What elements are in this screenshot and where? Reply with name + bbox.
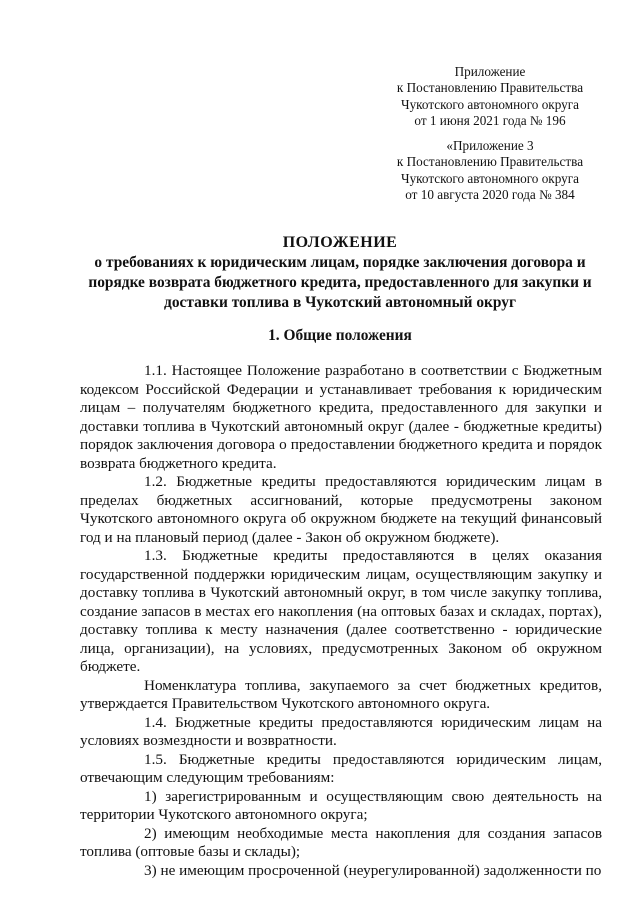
- appendix-line: к Постановлению Правительства: [396, 154, 584, 170]
- paragraph: 1.5. Бюджетные кредиты предоставляются юридическим лицам, отвечающим следующим требованиям:: [80, 750, 602, 786]
- paragraph: 1.4. Бюджетные кредиты предоставляются юридическим лицам на условиях возмездности и возвратности.: [80, 713, 602, 749]
- paragraph: 1.3. Бюджетные кредиты предоставляются в целях оказания государственной поддержки юридическим лицам, осуществляющим закупку и доставку топлива в Чукотский автономный округ, в том числе закупку топлива, создание запасов в местах его накопления (на оптовых базах и складах, портах), доставку топлива к месту назначения (далее соответственно - юридические лица, организации), на условиях, предусмотренных Законом об окружном бюджете.: [80, 547, 602, 675]
- appendix-line: Приложение: [454, 64, 526, 79]
- section-heading: 1. Общие положения: [268, 327, 412, 344]
- paragraph: Номенклатура топлива, закупаемого за счет бюджетных кредитов, утверждается Правительством Чукотского автономного округа.: [80, 676, 602, 712]
- document-title-block: [80, 233, 600, 313]
- appendix-line: к Постановлению Правительства: [396, 80, 584, 96]
- document-subtitle-line: о требованиях к юридическим лицам, порядке заключения договора и: [94, 254, 586, 271]
- list-item: 1) зарегистрированным и осуществляющим свою деятельность на территории Чукотского автономного округа;: [80, 787, 602, 823]
- appendix-line: Чукотского автономного округа: [401, 96, 579, 112]
- paragraph: 1.1. Настоящее Положение разработано в соответствии с Бюджетным кодексом Российской Федерации и устанавливает требования к юридическим лицам – получателям бюджетного кредита, предоставленного для закупки и доставки топлива в Чукотский автономный округ (далее - бюджетные кредиты) порядок заключения договора о предоставлении бюджетного кредита и порядок возврата бюджетного кредита.: [80, 362, 602, 472]
- document-body: [80, 362, 602, 880]
- appendix-prior-header: [360, 138, 620, 204]
- document-subtitle-line: доставки топлива в Чукотский автономный округ: [164, 294, 516, 311]
- appendix-line: Чукотского автономного округа: [401, 170, 579, 186]
- appendix-header: [360, 64, 620, 130]
- document-subtitle-line: порядке возврата бюджетного кредита, предоставленного для закупки и: [88, 274, 592, 291]
- list-item: 3) не имеющим просроченной (неурегулированной) задолженности по: [144, 861, 602, 879]
- paragraph: 1.2. Бюджетные кредиты предоставляются юридическим лицам в пределах бюджетных ассигнований, которые предусмотрены законом Чукотского автономного округа об окружном бюджете на текущий финансовый год и на плановый период (далее - Закон об окружном бюджете).: [80, 473, 602, 546]
- list-item: 2) имеющим необходимые места накопления для создания запасов топлива (оптовые базы и склады);: [80, 824, 602, 860]
- document-title: ПОЛОЖЕНИЕ: [282, 234, 398, 251]
- appendix-line: от 10 августа 2020 года № 384: [405, 187, 575, 203]
- appendix-line: «Приложение 3: [446, 138, 534, 153]
- appendix-line: от 1 июня 2021 года № 196: [414, 113, 566, 129]
